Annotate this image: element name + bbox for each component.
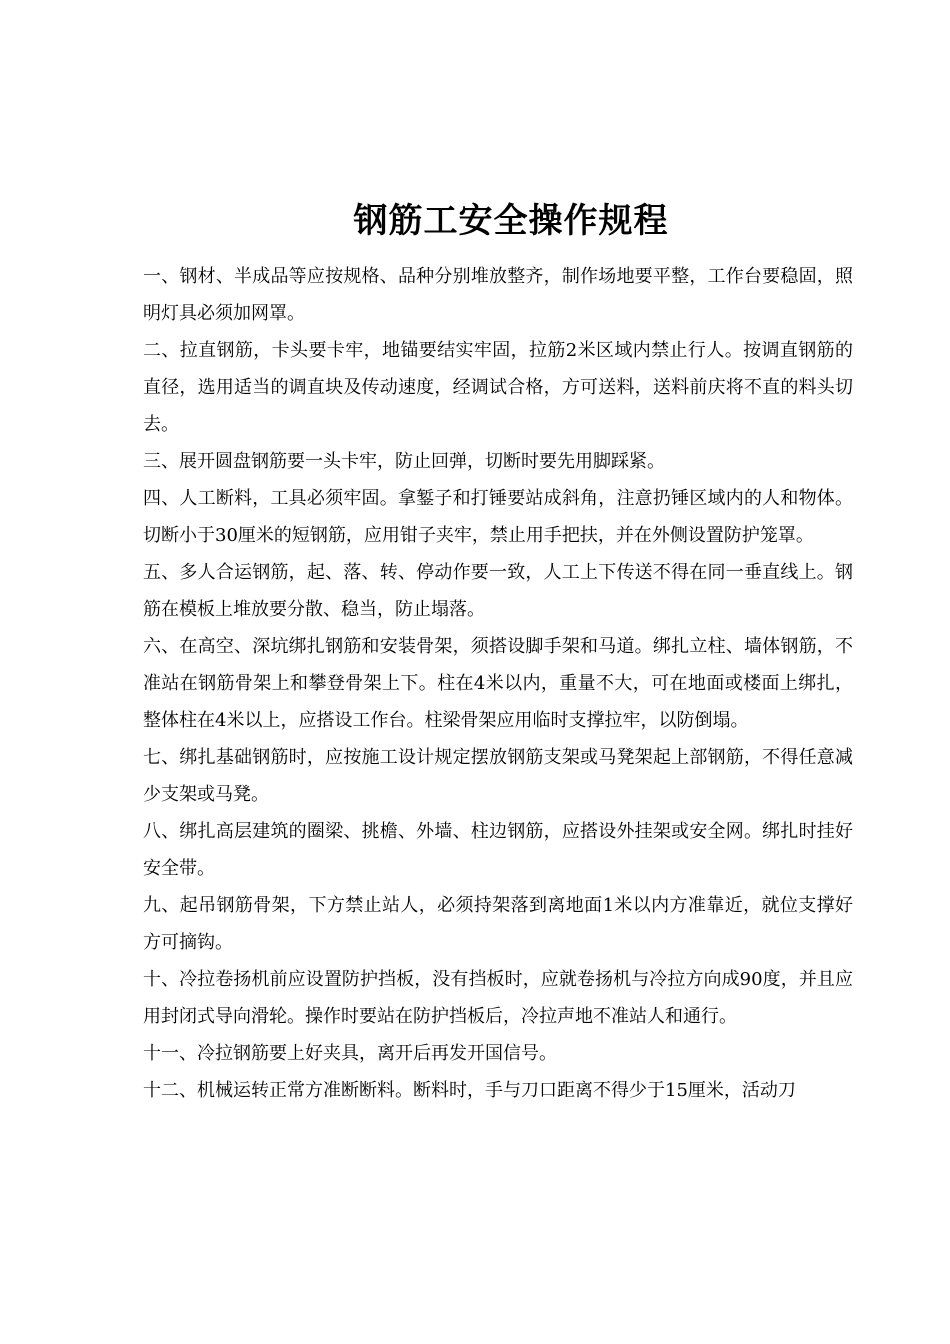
paragraph-9: 九、起吊钢筋骨架，下方禁止站人，必须持架落到离地面1米以内方准靠近，就位支撑好方可摘钩。 (143, 895, 853, 953)
paragraph-11: 十一、冷拉钢筋要上好夹具，离开后再发开国信号。 (143, 1043, 557, 1064)
paragraph-4: 四、人工断料，工具必须牢固。拿錾子和打锤要站成斜角，注意扔锤区域内的人和物体。切断小于30厘米的短钢筋，应用钳子夹牢，禁止用手把扶，并在外侧设置防护笼罩。 (143, 488, 853, 546)
paragraph-5: 五、多人合运钢筋，起、落、转、停动作要一致，人工上下传送不得在同一垂直线上。钢筋在模板上堆放要分散、稳当，防止塌落。 (143, 562, 853, 620)
paragraph-7: 七、绑扎基础钢筋时，应按施工设计规定摆放钢筋支架或马凳架起上部钢筋，不得任意减少支架或马凳。 (143, 747, 853, 805)
paragraph-12: 十二、机械运转正常方准断断料。断料时，手与刀口距离不得少于15厘米，活动刀 (143, 1080, 796, 1101)
paragraph-3: 三、展开圆盘钢筋要一头卡牢，防止回弹，切断时要先用脚踩紧。 (143, 451, 665, 472)
paragraph-2: 二、拉直钢筋，卡头要卡牢，地锚要结实牢固，拉筋2米区域内禁止行人。按调直钢筋的直径，选用适当的调直块及传动速度，经调试合格，方可送料，送料前庆将不直的料头切去。 (143, 340, 853, 435)
paragraph-10: 十、冷拉卷扬机前应设置防护挡板，没有挡板时，应就卷扬机与冷拉方向成90度，并且应用封闭式导向滑轮。操作时要站在防护挡板后，冷拉声地不准站人和通行。 (143, 969, 853, 1027)
document-title: 钢筋工安全操作规程 (353, 201, 669, 241)
document-body (143, 258, 853, 1109)
paragraph-8: 八、绑扎高层建筑的圈梁、挑檐、外墙、柱边钢筋，应搭设外挂架或安全网。绑扎时挂好安全带。 (143, 821, 853, 879)
paragraph-6: 六、在高空、深坑绑扎钢筋和安装骨架，须搭设脚手架和马道。绑扎立柱、墙体钢筋，不准站在钢筋骨架上和攀登骨架上下。柱在4米以内，重量不大，可在地面或楼面上绑扎，整体柱在4米以上，应搭设工作台。柱梁骨架应用临时支撑拉牢，以防倒塌。 (143, 636, 853, 731)
paragraph-1: 一、钢材、半成品等应按规格、品种分别堆放整齐，制作场地要平整，工作台要稳固，照明灯具必须加网罩。 (143, 266, 853, 324)
